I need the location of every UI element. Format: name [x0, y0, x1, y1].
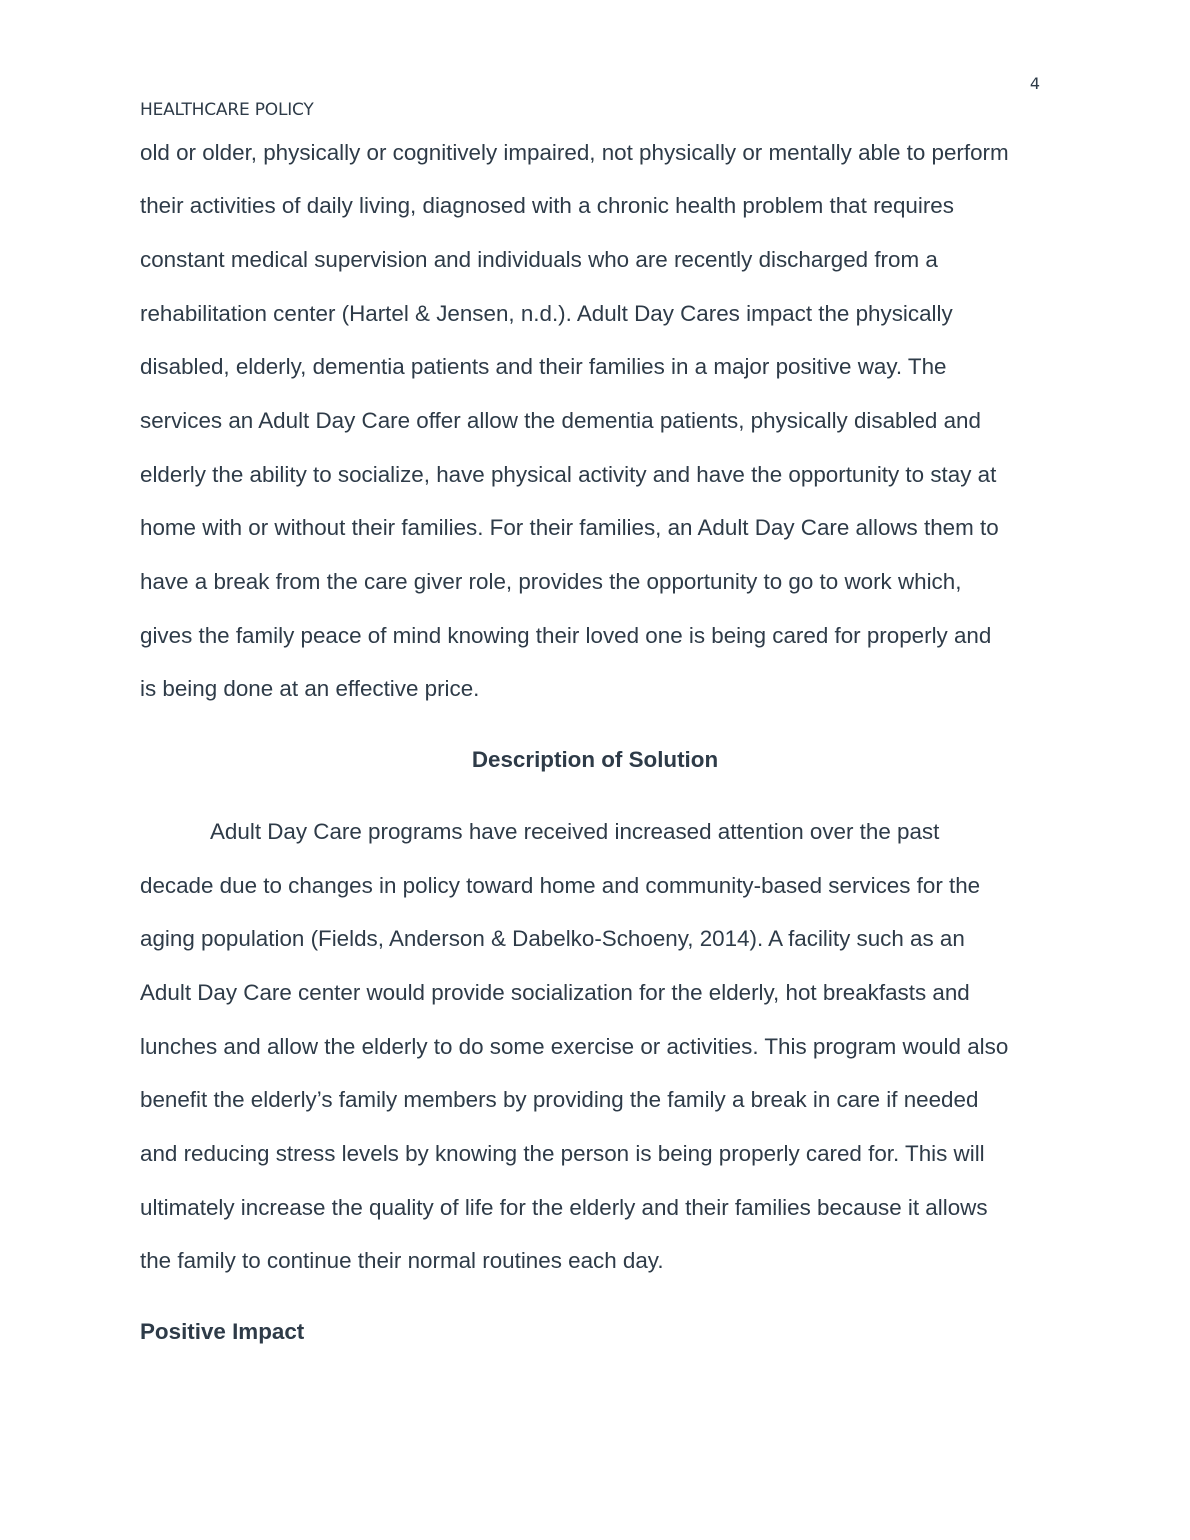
paragraph-line: elderly the ability to socialize, have physical activity and have the opportunity to stay at: [140, 462, 997, 487]
paragraph-line: benefit the elderly’s family members by providing the family a break in care if needed: [140, 1087, 979, 1112]
paragraph-line: Adult Day Care center would provide socialization for the elderly, hot breakfasts and: [140, 980, 970, 1005]
paragraph-line: services an Adult Day Care offer allow the dementia patients, physically disabled and: [140, 408, 981, 433]
paragraph-line: ultimately increase the quality of life for the elderly and their families because it allows: [140, 1195, 988, 1220]
section-heading-positive-impact: Positive Impact: [140, 1319, 305, 1344]
paragraph-line: home with or without their families. For their families, an Adult Day Care allows them to: [140, 515, 999, 540]
paragraph-line: their activities of daily living, diagnosed with a chronic health problem that requires: [140, 193, 954, 218]
paragraph-line: aging population (Fields, Anderson & Dabelko-Schoeny, 2014). A facility such as an: [140, 926, 965, 951]
paragraph-line: old or older, physically or cognitively impaired, not physically or mentally able to perform: [140, 140, 1009, 165]
paragraph-line: decade due to changes in policy toward home and community-based services for the: [140, 873, 981, 898]
paragraph-line: gives the family peace of mind knowing their loved one is being cared for properly and: [140, 623, 992, 648]
running-head: HEALTHCARE POLICY: [140, 100, 314, 120]
paragraph-line: and reducing stress levels by knowing the person is being properly cared for. This will: [140, 1141, 985, 1166]
paragraph-line: lunches and allow the elderly to do some exercise or activities. This program would also: [140, 1034, 1009, 1059]
paragraph-line: constant medical supervision and individuals who are recently discharged from a: [140, 247, 938, 272]
paragraph-line: have a break from the care giver role, provides the opportunity to go to work which,: [140, 569, 962, 594]
page-number: 4: [1029, 74, 1040, 93]
paragraph-line: is being done at an effective price.: [140, 676, 480, 701]
paragraph-line: disabled, elderly, dementia patients and their families in a major positive way. The: [140, 354, 947, 379]
section-heading-description-of-solution: Description of Solution: [471, 747, 719, 772]
paragraph-line: Adult Day Care programs have received increased attention over the past: [210, 819, 940, 844]
paragraph-line: rehabilitation center (Hartel & Jensen, n.d.). Adult Day Cares impact the physically: [140, 301, 953, 326]
paragraph-line: the family to continue their normal routines each day.: [140, 1248, 664, 1273]
